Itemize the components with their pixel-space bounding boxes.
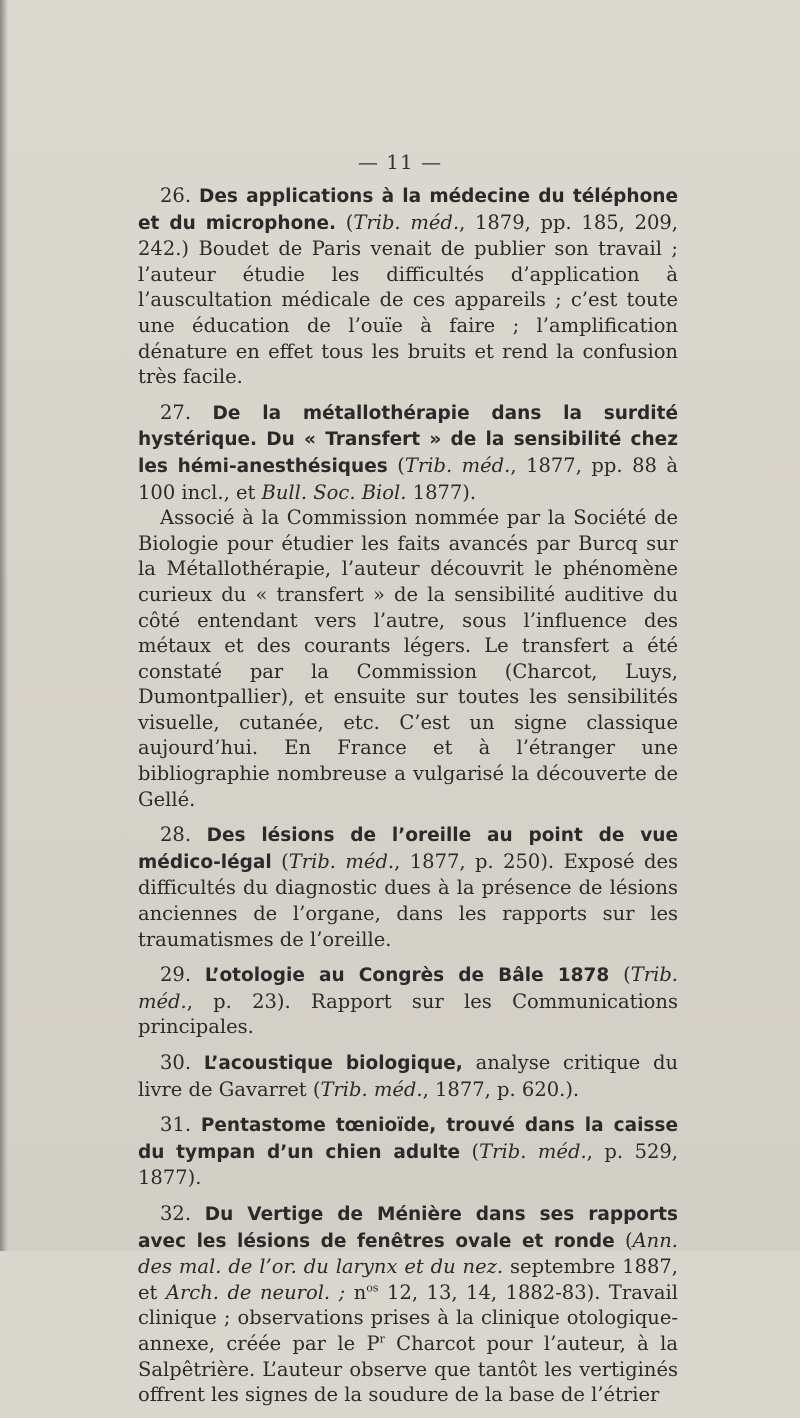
entry-number: 29. — [160, 963, 192, 987]
entry-body: Travail clinique ; observations prises à la clinique otologique-annexe, créée par le P — [138, 1280, 678, 1355]
entry-heading: L’acoustique biologique, — [203, 1053, 463, 1074]
journal-ref: Trib. méd. — [320, 1077, 423, 1101]
entry-27: 27. De la métallothérapie dans la surdité hystérique. Du « Transfert » de la sensibilité chez les hémi-anesthésiques (Trib. méd., 1877, pp. 88 à 100 incl., et Bull. Soc. Biol. 1877). — [138, 400, 679, 504]
page-number: — 11 — — [357, 150, 443, 174]
page-gutter — [0, 0, 8, 1251]
entry-number: 30. — [160, 1051, 192, 1074]
entry-heading: Du Vertige de Ménière dans ses rapports avec les lésions de fenêtres ovale et ronde — [138, 1203, 679, 1252]
entry-30: 30. L’acoustique biologique, analyse critique du livre de Gavarret (Trib. méd., 1877, p. 620.). — [138, 1051, 679, 1101]
entry-31: 31. Pentastome tœnioïde, trouvé dans la caisse du tympan d’un chien adulte (Trib. méd., p. 529, 1877). — [138, 1113, 678, 1190]
entry-28: 28. Des lésions de l’oreille au point de vue médico-légal (Trib. méd., 1877, p. 250). Exposé des difficultés du diagnostic dues à la présence de lésions anciennes de l’organe, dans les rapports sur les traumatismes de l’oreille. — [138, 823, 679, 951]
entry-heading: De la métallothérapie dans la surdité hystérique. Du « Transfert » de la sensibilité chez les hémi-anesthésiques — [138, 402, 678, 477]
journal-ref: Trib. méd. — [404, 453, 511, 477]
entry-number: 28. — [160, 823, 192, 847]
entry-number: 26. — [160, 184, 192, 207]
entry-number: 31. — [160, 1113, 192, 1137]
journal-ref-2: Arch. de neurol. ; — [165, 1280, 346, 1304]
entry-number: 27. — [160, 400, 192, 424]
entry-body: Rapport sur les Communications principales. — [138, 989, 678, 1039]
entry-26: 26. Des applications à la médecine du téléphone et du microphone. (Trib. méd., 1879, pp. 185, 209, 242.) Boudet de Paris venait de publier son travail ; l’auteur étudie les difficultés d’application à l’auscultation médicale de ces appareils ; c’est toute une éducation de l’ouïe à faire ; l’amplification dénature en effet tous les bruits et rend la confusion très facile. — [138, 184, 679, 389]
journal-ref: Trib. méd. — [479, 1139, 587, 1163]
journal-ref: Ann. des mal. de l’or. du larynx et du nez. — [138, 1228, 678, 1279]
entry-heading: Des applications à la médecine du téléphone et du microphone. — [138, 186, 679, 234]
page-text — [138, 183, 678, 1418]
entry-heading: L’otologie au Congrès de Bâle 1878 — [204, 965, 610, 987]
journal-ref: Trib. méd. — [138, 963, 678, 1013]
entry-27-body — [138, 505, 678, 812]
entry-29: 29. L’otologie au Congrès de Bâle 1878 (Trib. méd., p. 23). Rapport sur les Communications principales. — [138, 963, 678, 1039]
entry-body: analyse critique du livre de Gavarret — [138, 1051, 679, 1101]
entry-body: Associé à la Commission nommée par la Société de Biologie pour étudier les faits avancés par Burcq sur la Métallothérapie, l’auteur découvrit le phénomène curieux du « transfert » de la sensibilité auditive du côté entendant vers l’autre, sous l’influence des métaux et des courants légers. Le transfert a été constaté par la Commission (Charcot, Luys, Dumontpallier), et ensuite sur toutes les sensibilités visuelle, cutanée, etc. C’est un signe classique aujourd’hui. En France et à l’étranger une bibliographie nombreuse a vulgarisé la découverte de Gellé. — [138, 506, 678, 811]
entry-heading: Des lésions de l’oreille au point de vue médico-légal — [138, 825, 678, 873]
entry-body: Exposé des difficultés du diagnostic dues à la présence de lésions anciennes de l’organe, dans les rapports sur les traumatismes de l’oreille. — [138, 849, 679, 951]
entry-number: 32. — [160, 1201, 192, 1225]
entry-32: 32. Du Vertige de Ménière dans ses rapports avec les lésions de fenêtres ovale et ronde (Ann. des mal. de l’or. du larynx et du nez. septembre 1887, et Arch. de neurol. ; $n^{os}$ 12, 13, 14, 1882-83). Travail clinique ; observations prises à la clinique otologique-annexe, créée par le $P^r$ Charcot pour l’auteur, à la Salpêtrière. L’auteur observe que tantôt les vertiginés offrent les signes de la soudure de la base de l’étrier — [138, 1201, 679, 1407]
entry-body: Boudet de Paris venait de publier son travail ; l’auteur étudie les difficultés d’application à l’auscultation médicale de ces appareils ; c’est toute une éducation de l’ouïe à faire ; l’amplification dénature en effet tous les bruits et rend la confusion très facile. — [138, 237, 678, 389]
entry-heading: Pentastome tœnioïde, trouvé dans la caisse du tympan d’un chien adulte — [138, 1115, 678, 1163]
journal-ref: Trib. méd. — [288, 849, 395, 873]
journal-ref-2: Bull. Soc. Biol. — [261, 480, 407, 504]
journal-ref: Trib. méd. — [353, 210, 460, 234]
